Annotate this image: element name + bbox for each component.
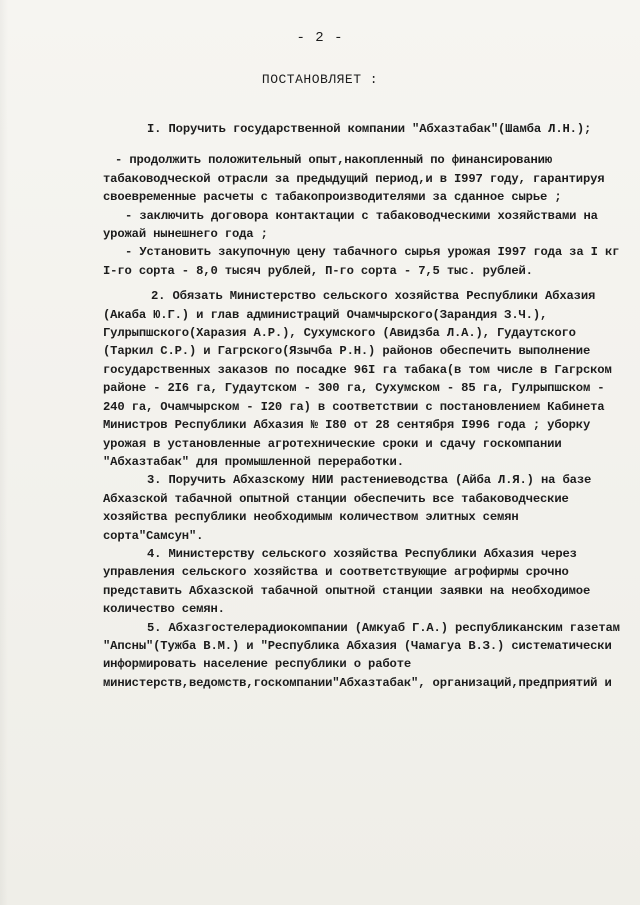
paragraph-3: 3. Поручить Абхазскому НИИ растениеводства (Айба Л.Я.) на базе Абхазской табачной опытной станции обеспечить все табаководческие хозяйства республики необходимым количеством элитных семян сорта"Самсун". xyxy=(103,473,599,543)
paragraph-5: 5. Абхазгостелерадиокомпании (Амкуаб Г.А.) республиканским газетам "Апсны"(Тужба В.М.) и "Республика Абхазия (Чамагуа В.З.) систематически информировать население республики о работе министерств,ведомств,госкомпании"Абхазтабак", организаций,предприятий и xyxy=(103,620,627,690)
paragraph-2: 2. Обязать Министерство сельского хозяйства Республики Абхазия (Акаба Ю.Г.) и глав администраций Очамчырского(Зарандия З.Ч.), Гулрыпшского(Харазия А.Р.), Сухумского (Авидзба Л.А.), Гудаутского (Таркил С.Р.) и Гагрского(Язычба Р.Н.) районов обеспечить выполнение государственных заказов по посадке 96I га табака(в том числе в Гагрском районе - 2I6 га, Гудаутском - 300 га, Сухумском - 85 га, Гулрыпшском - 240 га, Очамчырском - I20 га) в соответствии с постановлением Кабинета Министров Республики Абхазия № I80 от 28 сентября I996 года ; уборку урожая в установленные агротехнические сроки и сдачу госкомпании "Абхазтабак" для промышленной переработки. xyxy=(103,289,619,469)
document-body xyxy=(103,120,627,692)
scan-edge-shadow xyxy=(0,0,8,905)
page-number: - 2 - xyxy=(296,30,344,46)
paragraph-1-item-2: - заключить договора контактации с табаководческими хозяйствами на урожай нынешнего года ; xyxy=(103,208,605,242)
paragraph-1: I. Поручить государственной компании "Абхазтабак"(Шамба Л.Н.); xyxy=(147,122,592,136)
paragraph-1-item-3: - Установить закупочную цену табачного сырья урожая I997 года за I кг I-го сорта - 8,0 тысяч рублей, П-го сорта - 7,5 тыс. рублей. xyxy=(103,245,627,278)
resolution-heading: ПОСТАНОВЛЯЕТ : xyxy=(261,72,379,87)
paragraph-1-item-1: - продолжить положительный опыт,накопленный по финансированию табаководческой отрасли за предыдущий период,и в I997 году, гарантируя своевременные расчеты с табакопроизводителями за сданное сырье ; xyxy=(103,153,612,205)
paragraph-4: 4. Министерству сельского хозяйства Республики Абхазия через управления сельского хозяйства и соответствующие агрофирмы срочно представить Абхазской табачной опытной станции заявки на необходимое количество семян. xyxy=(103,546,598,617)
